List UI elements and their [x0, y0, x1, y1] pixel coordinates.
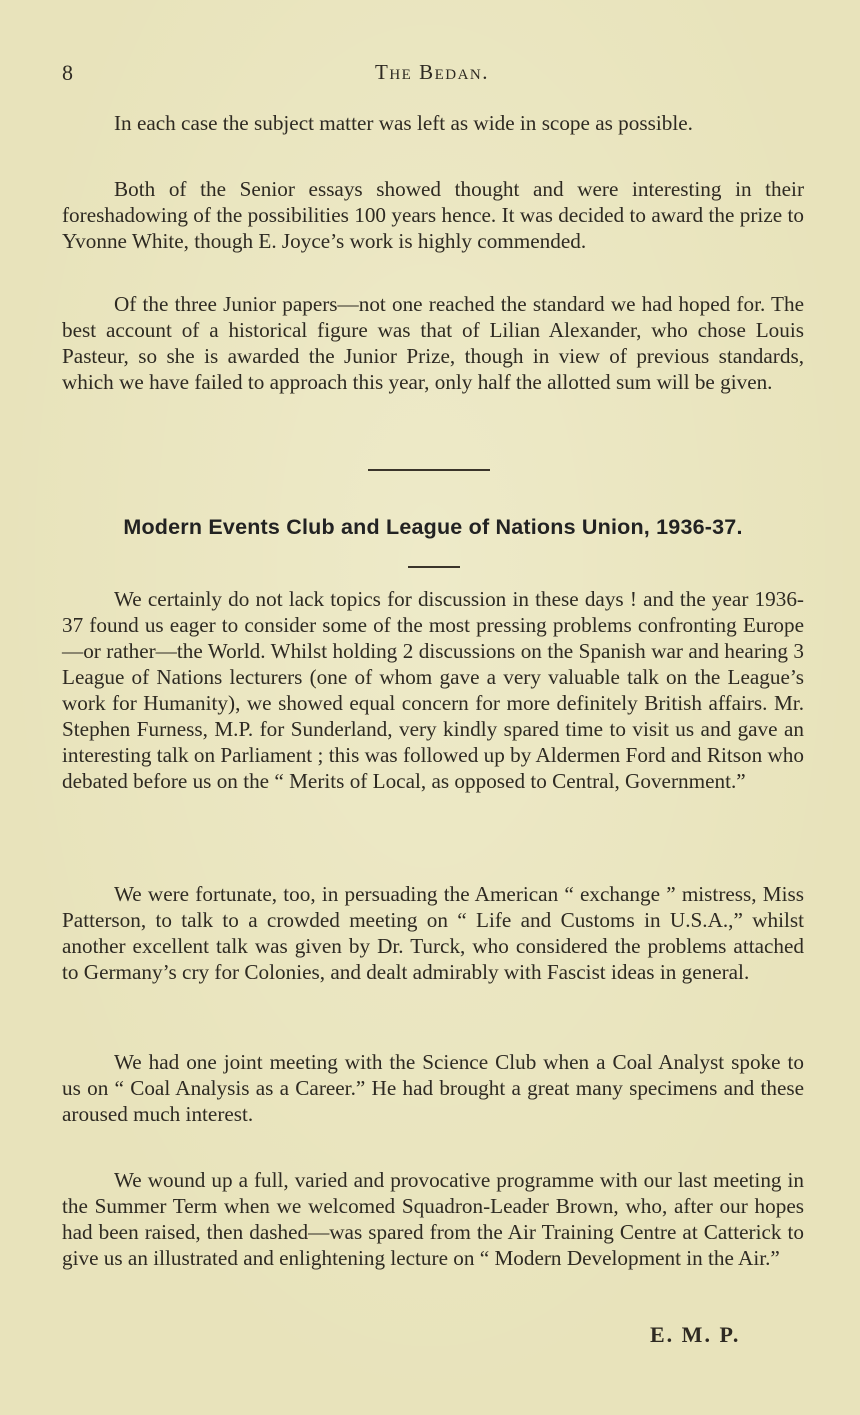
club-paragraph-4: We wound up a full, varied and provocative programme with our last meeting in the Summer Term when we welcomed Squadron-Leader Brown, who, after our hopes had been raised, then dashed—was spared from the Air Training Centre at Catterick to give us an illustrated and enlightening lecture on “ Modern Development in the Air.”	[62, 1168, 804, 1270]
essay-paragraph-1: In each case the subject matter was left as wide in scope as possible.	[114, 111, 693, 135]
running-title: The Bedan.	[375, 60, 489, 84]
section-heading: Modern Events Club and League of Nations Union, 1936-37.	[123, 515, 743, 539]
heading-underline	[408, 566, 460, 568]
club-paragraph-3: We had one joint meeting with the Science Club when a Coal Analyst spoke to us on “ Coal Analysis as a Career.” He had brought a great many specimens and these aroused much interest.	[62, 1050, 804, 1126]
club-paragraph-2: We were fortunate, too, in persuading the American “ exchange ” mistress, Miss Patterson, to talk to a crowded meeting on “ Life and Customs in U.S.A.,” whilst another excellent talk was given by Dr. Turck, who considered the problems attached to Germany’s cry for Colonies, and dealt admirably with Fascist ideas in general.	[62, 882, 804, 984]
club-paragraph-1: We certainly do not lack topics for discussion in these days ! and the year 1936-37 found us eager to consider some of the most pressing problems confronting Europe—or rather—the World. Whilst holding 2 discussions on the Spanish war and hearing 3 League of Nations lecturers (one of whom gave a very valuable talk on the League’s work for Humanity), we showed equal concern for more definitely British affairs. Mr. Stephen Furness, M.P. for Sunderland, very kindly spared time to visit us and gave an interesting talk on Parliament ; this was followed up by Aldermen Ford and Ritson who debated before us on the “ Merits of Local, as opposed to Central, Government.”	[62, 587, 804, 793]
section-divider	[368, 469, 490, 471]
essay-paragraph-2: Both of the Senior essays showed thought and were interesting in their foreshadowing of the possibilities 100 years hence. It was decided to award the prize to Yvonne White, though E. Joyce’s work is highly commended.	[62, 177, 804, 253]
page-header	[62, 60, 802, 90]
essay-paragraph-3: Of the three Junior papers—not one reached the standard we had hoped for. The best account of a historical figure was that of Lilian Alexander, who chose Louis Pasteur, so she is awarded the Junior Prize, though in view of previous standards, which we have failed to approach this year, only half the allotted sum will be given.	[62, 292, 804, 394]
author-signature: E. M. P.	[650, 1322, 741, 1347]
page-number: 8	[62, 60, 74, 85]
